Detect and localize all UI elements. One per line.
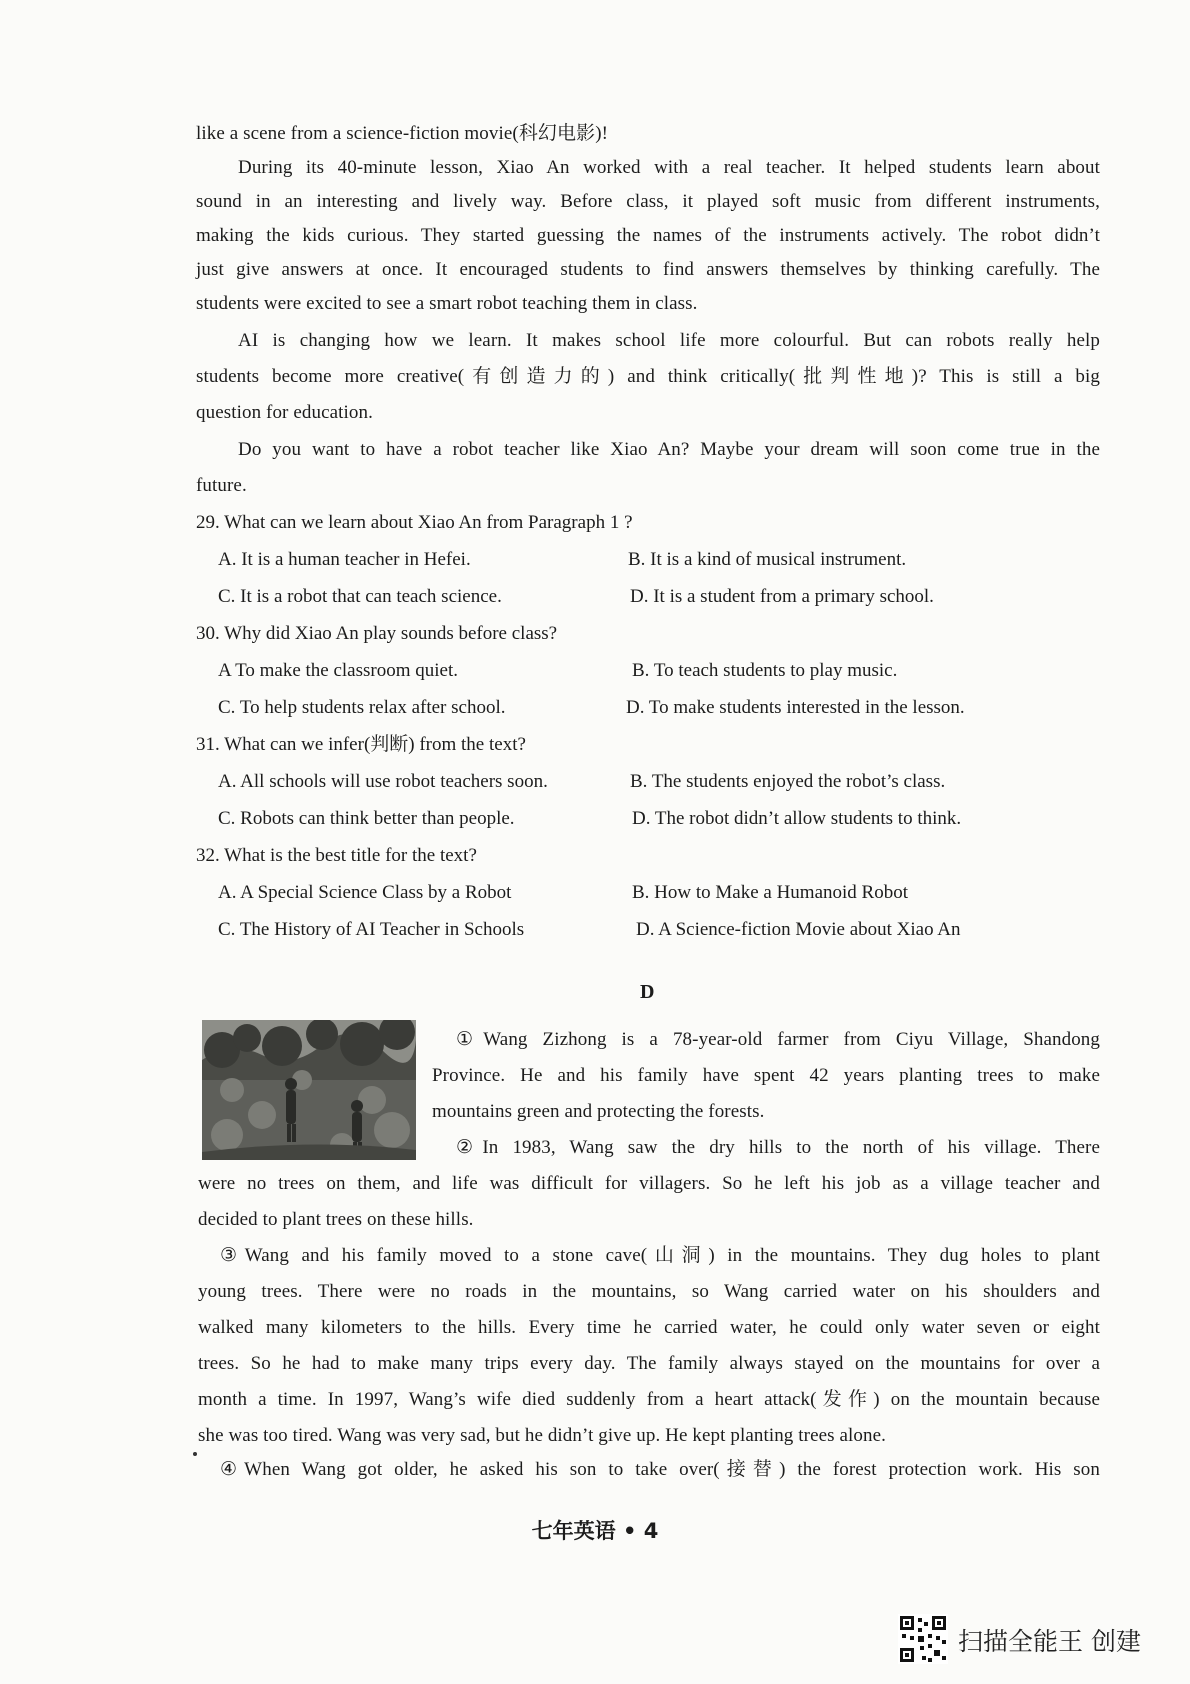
question-option: D. The robot didn’t allow students to think. (632, 808, 962, 829)
qr-code-icon (898, 1614, 948, 1664)
question-option: A. It is a human teacher in Hefei. (218, 549, 471, 570)
passage-line: During its 40-minute lesson, Xiao An worked with a real teacher. It helped students learn about (238, 157, 1100, 178)
forest-photo (202, 1020, 416, 1160)
question-option: C. Robots can think better than people. (218, 808, 515, 829)
question-option: C. To help students relax after school. (218, 697, 506, 718)
passage-line: just give answers at once. It encouraged students to find answers themselves by thinking carefully. The (196, 259, 1100, 280)
question-stem: 31. What can we infer(判断) from the text? (196, 734, 526, 755)
passage-line: were no trees on them, and life was difficult for villagers. So he left his job as a village teacher and (198, 1173, 1100, 1194)
passage-line: future. (196, 475, 247, 496)
section-heading: D (640, 981, 655, 1003)
question-option: D. A Science-fiction Movie about Xiao An (636, 919, 961, 940)
passage-line: month a time. In 1997, Wang’s wife died suddenly from a heart attack(发作) on the mountain because (198, 1389, 1100, 1410)
passage-line: students become more creative(有创造力的) and think critically(批判性地)? This is still a big (196, 366, 1100, 387)
passage-line: ①Wang Zizhong is a 78-year-old farmer from Ciyu Village, Shandong (456, 1029, 1100, 1050)
question-option: B. It is a kind of musical instrument. (628, 549, 907, 570)
watermark-text: 扫描全能王 创建 (958, 1627, 1141, 1656)
question-option: D. To make students interested in the lesson. (626, 697, 965, 718)
question-stem: 32. What is the best title for the text? (196, 845, 477, 866)
passage-line: trees. So he had to make many trips every day. The family always stayed on the mountains for over a (198, 1353, 1100, 1374)
passage-line: decided to plant trees on these hills. (198, 1209, 474, 1230)
passage-line: AI is changing how we learn. It makes school life more colourful. But can robots really help (238, 330, 1100, 351)
passage-line: ②In 1983, Wang saw the dry hills to the north of his village. There (456, 1137, 1100, 1158)
question-stem: 30. Why did Xiao An play sounds before class? (196, 623, 558, 644)
passage-line: walked many kilometers to the hills. Every time he carried water, he could only water seven or eight (198, 1317, 1100, 1338)
question-option: B. The students enjoyed the robot’s class. (630, 771, 946, 792)
passage-line: young trees. There were no roads in the mountains, so Wang carried water on his shoulders and (198, 1281, 1100, 1302)
passage-line: sound in an interesting and lively way. Before class, it played soft music from different instruments, (196, 191, 1100, 212)
question-option: D. It is a student from a primary school. (630, 586, 934, 607)
question-option: A To make the classroom quiet. (218, 660, 458, 681)
question-option: C. The History of AI Teacher in Schools (218, 919, 525, 940)
passage-line: Province. He and his family have spent 42 years planting trees to make (432, 1065, 1100, 1086)
passage-line: mountains green and protecting the forests. (432, 1101, 765, 1122)
passage-line: she was too tired. Wang was very sad, but he didn’t give up. He kept planting trees alone. (198, 1425, 886, 1446)
page-footer: 七年英语 • 4 (531, 1519, 659, 1543)
passage-line: like a scene from a science-fiction movie(科幻电影)! (196, 123, 609, 144)
question-option: A. A Special Science Class by a Robot (218, 882, 512, 903)
question-option: B. To teach students to play music. (632, 660, 898, 681)
scanner-watermark (898, 1614, 1158, 1664)
passage-line: question for education. (196, 402, 373, 423)
question-option: B. How to Make a Humanoid Robot (632, 882, 909, 903)
question-stem: 29. What can we learn about Xiao An from Paragraph 1 ? (196, 512, 633, 533)
question-option: A. All schools will use robot teachers soon. (218, 771, 548, 792)
passage-line: students were excited to see a smart robot teaching them in class. (196, 293, 698, 314)
stray-mark (193, 1452, 197, 1456)
question-option: C. It is a robot that can teach science. (218, 586, 502, 607)
passage-line: ④When Wang got older, he asked his son to take over(接替) the forest protection work. His son (220, 1459, 1100, 1480)
passage-line: Do you want to have a robot teacher like Xiao An? Maybe your dream will soon come true in the (238, 439, 1100, 460)
passage-line: ③Wang and his family moved to a stone cave(山洞) in the mountains. They dug holes to plant (220, 1245, 1100, 1266)
passage-line: making the kids curious. They started guessing the names of the instruments actively. The robot didn’t (196, 225, 1100, 246)
